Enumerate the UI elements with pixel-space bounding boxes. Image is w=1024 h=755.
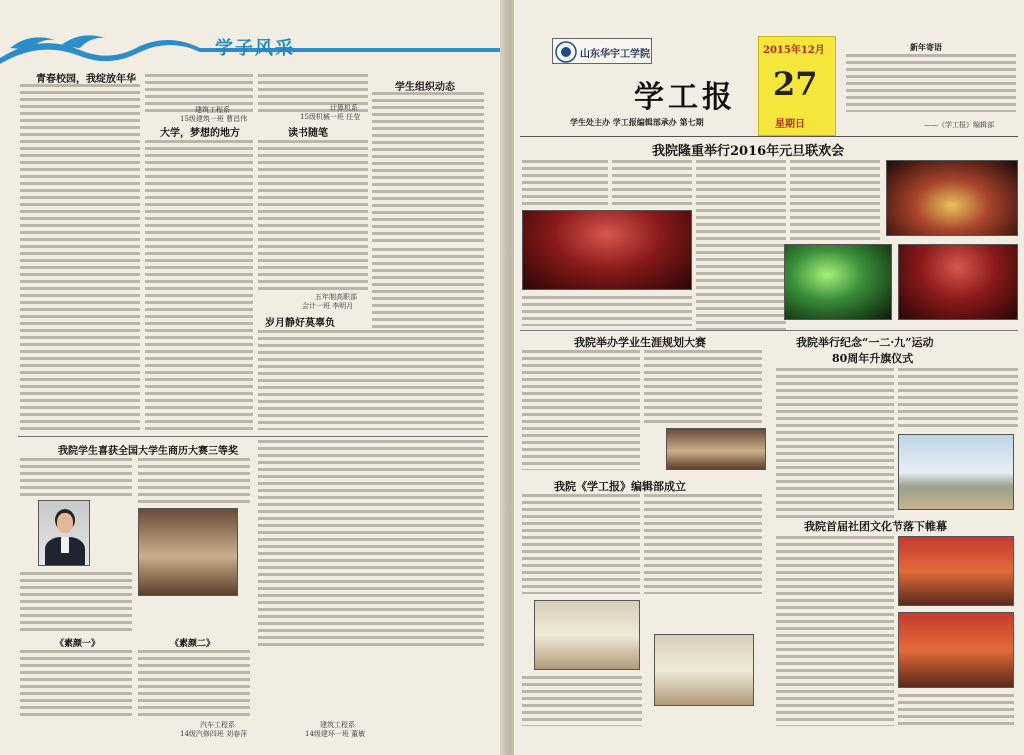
career-photo bbox=[666, 428, 766, 470]
school-emblem-icon bbox=[555, 41, 577, 63]
byline: 五年制高职部 bbox=[315, 293, 357, 301]
headline-memorial-1: 我院举行纪念“一二·九”运动 bbox=[796, 336, 934, 349]
byline: 14级建环一班 董敏 bbox=[305, 730, 366, 738]
gala-photo bbox=[522, 210, 692, 290]
headline-org: 学生组织动态 bbox=[395, 82, 455, 93]
headline-memorial-2: 80周年升旗仪式 bbox=[832, 352, 914, 365]
article-text bbox=[372, 92, 484, 242]
headline-time: 岁月静好莫辜负 bbox=[265, 318, 335, 329]
gala-photo bbox=[886, 160, 1018, 236]
article-text bbox=[20, 458, 132, 498]
editorial-photo bbox=[654, 634, 754, 706]
article-text bbox=[522, 676, 642, 726]
divider bbox=[18, 436, 488, 437]
article-text bbox=[776, 368, 894, 518]
article-text bbox=[696, 160, 786, 330]
masthead-org: 学生处主办 学工报编辑部承办 第七期 bbox=[570, 117, 704, 127]
article-text bbox=[522, 160, 608, 205]
article-text bbox=[138, 458, 250, 503]
headline-editorial: 我院《学工报》编辑部成立 bbox=[554, 480, 686, 493]
poem-title-1: 《素颜一》 bbox=[55, 639, 101, 649]
article-text bbox=[644, 350, 762, 425]
article-text bbox=[612, 160, 692, 205]
article-text bbox=[258, 140, 368, 290]
headline-gala: 我院隆重举行2016年元旦联欢会 bbox=[652, 144, 845, 159]
byline: 15级机械一班 任莹 bbox=[300, 113, 361, 121]
byline: 会计一班 李明月 bbox=[302, 302, 354, 310]
poem-title-2: 《素颜二》 bbox=[170, 639, 216, 649]
poem-text bbox=[138, 650, 250, 720]
date-box bbox=[758, 36, 836, 136]
article-text bbox=[20, 84, 140, 434]
article-text bbox=[790, 160, 880, 240]
byline: 15级建筑一班 曹昌伟 bbox=[180, 115, 248, 123]
poem-text bbox=[20, 650, 132, 720]
byline: 汽车工程系 bbox=[200, 721, 235, 729]
section-title: 学子风采 bbox=[215, 38, 295, 59]
divider bbox=[520, 136, 1018, 137]
gala-photo bbox=[784, 244, 892, 320]
headline-club: 我院首届社团文化节落下帷幕 bbox=[804, 520, 947, 533]
greeting-sign: ——《学工报》编辑部 bbox=[924, 121, 994, 129]
byline: 建筑工程系 bbox=[195, 106, 230, 114]
article-text bbox=[20, 572, 132, 632]
date-weekday: 星期日 bbox=[775, 119, 805, 130]
left-page bbox=[0, 0, 506, 755]
editorial-photo bbox=[534, 600, 640, 670]
school-name: 山东华宇工学院 bbox=[580, 49, 650, 60]
award-photo bbox=[138, 508, 238, 596]
article-text bbox=[898, 368, 1018, 428]
flag-ceremony-photo bbox=[898, 434, 1014, 510]
article-text bbox=[776, 536, 894, 726]
club-photo bbox=[898, 536, 1014, 606]
article-text bbox=[145, 140, 253, 430]
headline-reading: 读书随笔 bbox=[288, 128, 328, 139]
gala-photo bbox=[898, 244, 1018, 320]
club-photo bbox=[898, 612, 1014, 688]
article-text bbox=[898, 694, 1014, 726]
divider bbox=[520, 330, 1018, 331]
greeting-text bbox=[846, 54, 1016, 112]
masthead-title: 学工报 bbox=[634, 80, 736, 115]
article-text bbox=[522, 494, 640, 594]
student-portrait bbox=[38, 500, 90, 566]
headline-award: 我院学生喜获全国大学生商历大赛三等奖 bbox=[58, 446, 238, 457]
byline: 建筑工程系 bbox=[320, 721, 355, 729]
byline: 14级汽修四班 刘春萍 bbox=[180, 730, 248, 738]
right-page bbox=[514, 0, 1024, 755]
article-text bbox=[258, 440, 484, 650]
greeting-title: 新年寄语 bbox=[910, 42, 942, 52]
headline-dream: 大学，梦想的地方 bbox=[160, 128, 240, 139]
byline: 计算机系 bbox=[330, 104, 358, 112]
article-text bbox=[372, 248, 484, 328]
article-text bbox=[522, 296, 692, 326]
date-day: 27 bbox=[773, 65, 818, 103]
headline-career: 我院举办学业生涯规划大赛 bbox=[574, 336, 706, 349]
headline-campus: 青春校园，我绽放年华 bbox=[36, 74, 136, 85]
article-text bbox=[644, 494, 762, 594]
school-logo bbox=[552, 38, 652, 64]
article-text bbox=[522, 350, 640, 470]
article-text bbox=[258, 330, 484, 430]
date-month: 2015年12月 bbox=[763, 45, 825, 56]
